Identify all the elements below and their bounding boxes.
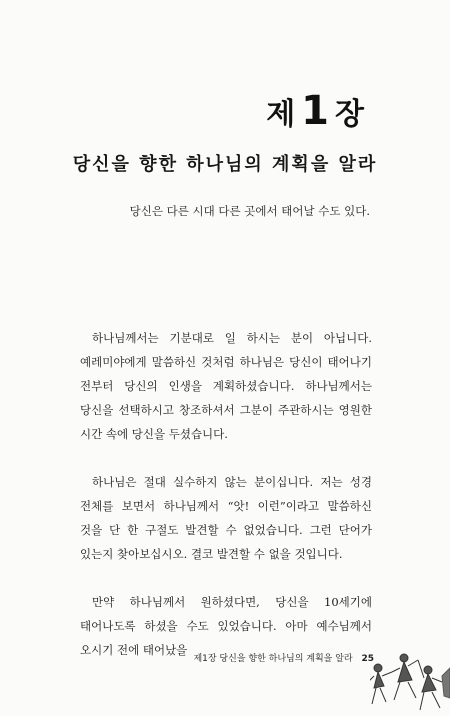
body-text [80, 326, 372, 686]
paragraph: 하나님께서는 기분대로 일 하시는 분이 아닙니다. 예레미야에게 말씀하신 것처럼 하나님은 당신이 태어나기 전부터 당신의 인생을 계획하셨습니다. 하나님께서는 당신을 선택하시고 창조하셔서 그분이 주관하시는 영원한 시간 속에 당신을 두셨습니다. [80, 331, 372, 441]
page-number: 25 [361, 654, 374, 664]
chapter-suffix: 장 [335, 97, 364, 132]
chapter-subtitle: 당신은 다른 시대 다른 곳에서 태어날 수도 있다. [129, 204, 370, 218]
running-title: 제1장 당신을 향한 하나님의 계획을 알라 [193, 654, 353, 664]
dancing-figures-illustration [370, 648, 450, 716]
paragraph: 하나님은 절대 실수하지 않는 분이십니다. 저는 성경 전체를 보면서 하나님께서 “앗! 이런”이라고 말씀하신 것을 단 한 구절도 발견할 수 없었습니다. 그런 단어가 있는지 찾아보십시오. 결코 발견할 수 없을 것입니다. [80, 475, 372, 561]
chapter-prefix: 제 [266, 97, 296, 132]
chapter-heading [266, 88, 364, 134]
chapter-title: 당신을 향한 하나님의 계획을 알라 [72, 154, 378, 175]
chapter-number: 1 [301, 88, 330, 134]
page-footer [193, 651, 374, 664]
paragraph: 만약 하나님께서 원하셨다면, 당신을 10세기에 태어나도록 하셨을 수도 있었습니다. 아마 예수님께서 오시기 전에 태어났을 [80, 595, 372, 657]
